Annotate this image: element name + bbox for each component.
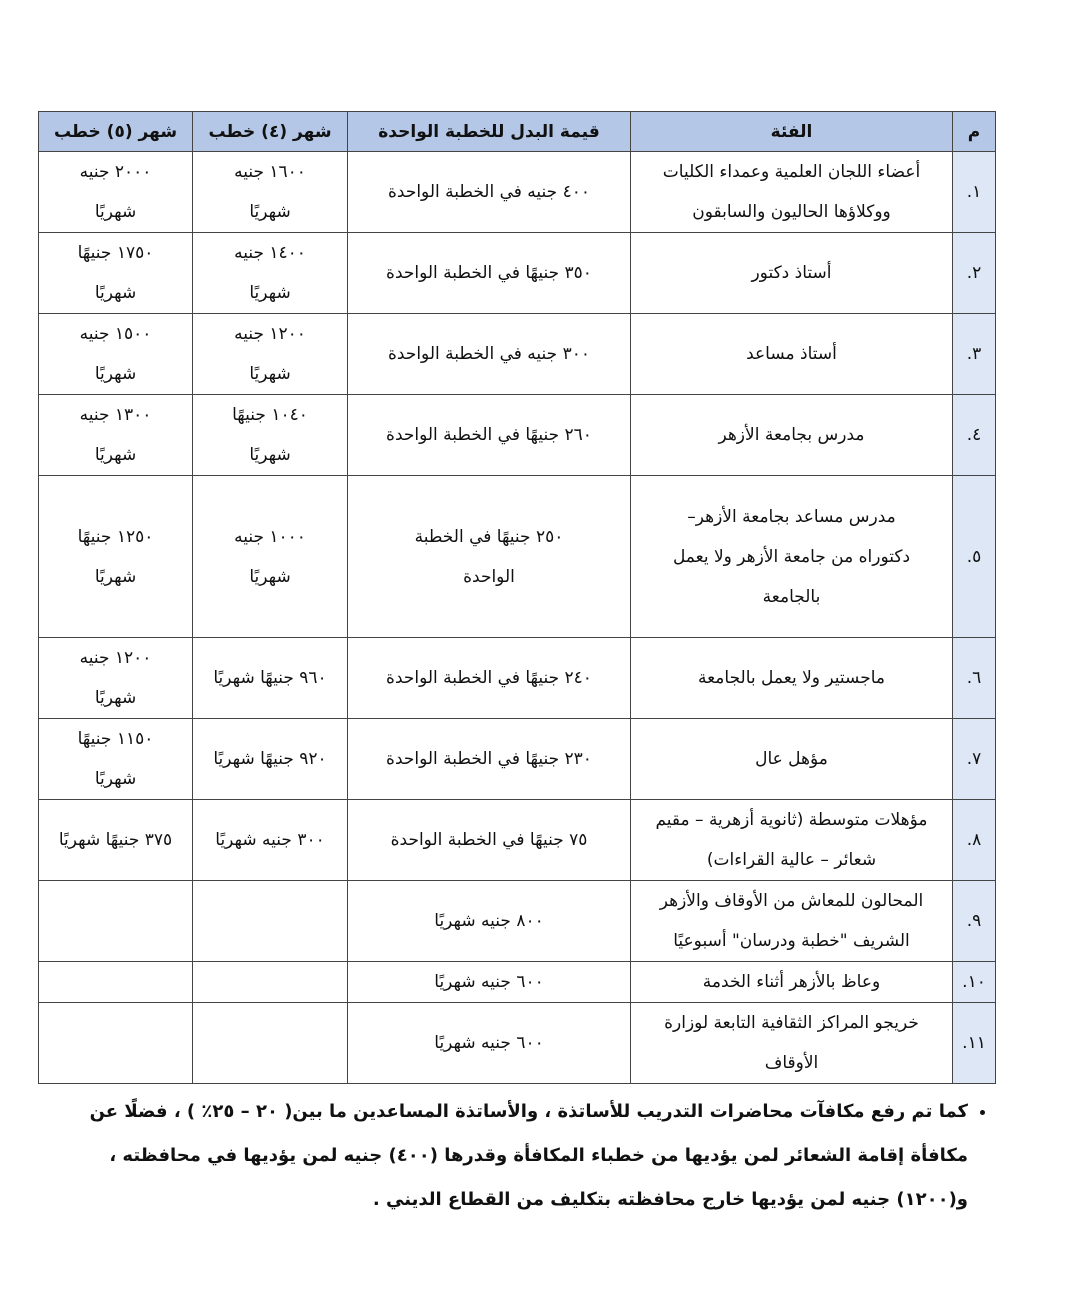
cell-per-sermon [348,152,631,233]
cell-line: ١٣٠٠ جنيه [79,405,152,425]
cell-num: ٣. [953,314,996,395]
cell-month-5 [39,1003,193,1084]
cell-line: ٦٠٠ جنيه شهريًا [434,1033,544,1053]
cell-month-4 [193,1003,348,1084]
cell-line: ووكلاؤها الحاليون والسابقون [692,202,891,222]
cell-month-4 [193,638,348,719]
cell-line: ٢٣٠ جنيهًا في الخطبة الواحدة [386,749,592,769]
table-header-row [39,112,996,152]
cell-line: ٣٥٠ جنيهًا في الخطبة الواحدة [386,263,592,283]
notes-list [38,1090,990,1222]
cell-month-4 [193,314,348,395]
cell-per-sermon [348,233,631,314]
header-num: م [953,112,996,152]
cell-line: ١٢٥٠ جنيهًا [77,526,154,547]
cell-line: ٦٠٠ جنيه شهريًا [434,972,544,992]
cell-month-5 [39,638,193,719]
cell-line: مؤهل عال [755,749,828,769]
cell-line: ١٧٥٠ جنيهًا [77,243,154,263]
cell-line: دكتوراه من جامعة الأزهر ولا يعمل [672,546,911,567]
cell-line: الشريف "خطبة ودرسان" أسبوعيًا [673,931,910,951]
cell-month-5 [39,233,193,314]
cell-line: ٢٥٠ جنيهًا في الخطبة [414,526,564,547]
cell-num: ٩. [953,881,996,962]
cell-num: ٤. [953,395,996,476]
cell-per-sermon [348,314,631,395]
cell-line: ٣٠٠ جنيه في الخطبة الواحدة [387,344,590,364]
cell-category [631,1003,953,1084]
cell-month-4 [193,800,348,881]
cell-num: ٨. [953,800,996,881]
cell-category [631,719,953,800]
cell-line: المحالون للمعاش من الأوقاف والأزهر [659,891,924,911]
cell-category [631,233,953,314]
cell-line: ٣٠٠ جنيه شهريًا [215,830,325,850]
cell-line: ٣٧٥ جنيهًا شهريًا [58,830,173,850]
cell-line: ١١٥٠ جنيهًا [77,729,154,749]
cell-line: بالجامعة [762,586,821,607]
table-row [39,395,996,476]
table-row [39,314,996,395]
cell-per-sermon [348,395,631,476]
cell-per-sermon [348,1003,631,1084]
cell-line: ١٤٠٠ جنيه [234,243,306,263]
cell-category [631,962,953,1003]
cell-per-sermon [348,962,631,1003]
cell-per-sermon [348,719,631,800]
cell-month-4 [193,233,348,314]
cell-line: ١٥٠٠ جنيه [79,324,152,344]
table-row [39,719,996,800]
cell-line: شعائر – عالية القراءات) [706,850,877,870]
cell-line: مدرس بجامعة الأزهر [718,425,865,445]
cell-month-5 [39,314,193,395]
table-body [39,152,996,1084]
cell-line: أستاذ دكتور [751,263,832,283]
cell-line: ٩٢٠ جنيهًا شهريًا [213,749,327,769]
cell-line: شهريًا [94,769,137,789]
cell-line: ٤٠٠ جنيه في الخطبة الواحدة [387,182,590,202]
cell-num: ١١. [953,1003,996,1084]
cell-line: خريجو المراكز الثقافية التابعة لوزارة [664,1013,919,1033]
cell-month-4 [193,962,348,1003]
cell-line: ٢٤٠ جنيهًا في الخطبة الواحدة [386,668,592,688]
cell-per-sermon [348,638,631,719]
cell-line: شهريًا [94,364,137,384]
cell-category [631,314,953,395]
cell-line: ٩٦٠ جنيهًا شهريًا [213,668,327,688]
cell-line: مؤهلات متوسطة (ثانوية أزهرية – مقيم [655,810,928,830]
cell-line: شهريًا [249,445,291,465]
cell-line: شهريًا [94,202,137,222]
cell-line: ١٠٠٠ جنيه [234,526,306,547]
header-month-5: شهر (٥) خطب [39,112,193,152]
cell-month-5 [39,395,193,476]
cell-line: ١٦٠٠ جنيه [234,162,306,182]
cell-line: شهريًا [94,283,137,303]
cell-month-5 [39,800,193,881]
cell-line: ٨٠٠ جنيه شهريًا [434,911,544,931]
cell-category [631,476,953,638]
cell-num: ٧. [953,719,996,800]
cell-line: شهريًا [249,283,291,303]
cell-category [631,638,953,719]
cell-month-4 [193,476,348,638]
cell-line: الأوقاف [764,1053,819,1073]
cell-month-5 [39,476,193,638]
cell-category [631,395,953,476]
cell-line: الواحدة [463,566,515,587]
cell-month-5 [39,962,193,1003]
cell-line: شهريًا [94,566,137,587]
cell-line: شهريًا [94,688,137,708]
cell-num: ١. [953,152,996,233]
table-row [39,638,996,719]
table-row [39,1003,996,1084]
cell-line: ٢٦٠ جنيهًا في الخطبة الواحدة [386,425,592,445]
table-row [39,152,996,233]
cell-line: ١٢٠٠ جنيه [234,324,306,344]
cell-num: ٦. [953,638,996,719]
cell-month-4 [193,719,348,800]
allowances-table [38,111,996,1084]
cell-line: شهريًا [94,445,137,465]
cell-month-5 [39,152,193,233]
note-item: • كما تم رفع مكافآت محاضرات التدريب للأساتذة ، والأساتذة المساعدين ما بين( ٢٠ – ٢٥٪ ) ، فضلًا عن مكافأة إقامة الشعائر لمن يؤديها من خطباء المكافأة وقدرها (٤٠٠) جنيه لمن يؤديها في محافظته ، و(١٢٠٠) جنيه لمن يؤديها خارج محافظته بتكليف من القطاع الديني . [38,1090,968,1222]
cell-category [631,152,953,233]
cell-num: ٥. [953,476,996,638]
cell-line: شهريًا [249,202,291,222]
table-row [39,800,996,881]
cell-line: وعاظ بالأزهر أثناء الخدمة [702,972,881,992]
cell-month-4 [193,395,348,476]
cell-month-4 [193,152,348,233]
table-row [39,233,996,314]
cell-line: ١٢٠٠ جنيه [79,648,152,668]
table-row [39,881,996,962]
table-row [39,962,996,1003]
cell-line: أستاذ مساعد [746,344,837,364]
cell-category [631,800,953,881]
cell-month-5 [39,881,193,962]
cell-per-sermon [348,476,631,638]
cell-num: ١٠. [953,962,996,1003]
cell-line: ماجستير ولا يعمل بالجامعة [697,668,886,688]
header-per-sermon: قيمة البدل للخطبة الواحدة [348,112,631,152]
cell-line: ٢٠٠٠ جنيه [79,162,152,182]
header-category: الفئة [631,112,953,152]
header-month-4: شهر (٤) خطب [193,112,348,152]
cell-line: ٧٥ جنيهًا في الخطبة الواحدة [390,830,588,850]
cell-line: ١٠٤٠ جنيهًا [232,405,308,425]
cell-month-5 [39,719,193,800]
cell-line: شهريًا [249,566,291,587]
cell-line: أعضاء اللجان العلمية وعمداء الكليات [662,162,921,182]
cell-num: ٢. [953,233,996,314]
table-row [39,476,996,638]
cell-line: شهريًا [249,364,291,384]
cell-line: مدرس مساعد بجامعة الأزهر– [687,506,896,527]
cell-category [631,881,953,962]
cell-per-sermon [348,881,631,962]
cell-month-4 [193,881,348,962]
cell-per-sermon [348,800,631,881]
